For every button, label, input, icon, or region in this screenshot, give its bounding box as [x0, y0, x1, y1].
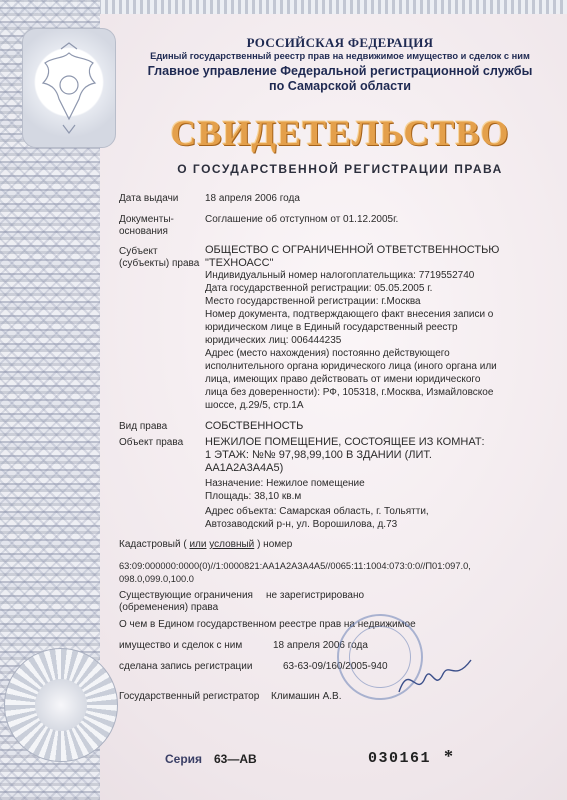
- cadastral-line-1: 098.0,099.0,100.0: [119, 574, 194, 584]
- subject-line-1: "ТЕХНОАСС": [205, 257, 274, 269]
- subject-line-7: юридических лиц: 006444235: [205, 335, 342, 346]
- object-line-2: АА1А2А3А4А5): [205, 462, 284, 474]
- register-line-1: О чем в Едином государственном реестре прав на недвижимое: [119, 619, 416, 630]
- documents-label-2: основания: [119, 226, 168, 237]
- header-authority-line1: Главное управление Федеральной регистрационной службы: [147, 64, 533, 78]
- document-title: СВИДЕТЕЛЬСТВО: [170, 113, 510, 153]
- subject-line-9: исполнительного органа юридического лица (иного органа или: [205, 361, 497, 372]
- cadastral-label: [119, 539, 292, 551]
- coat-of-arms-emblem: [22, 28, 116, 148]
- record-value: 63-63-09/160/2005-940: [283, 661, 388, 672]
- documents-label-1: Документы-: [119, 214, 174, 225]
- subject-line-8: Адрес (место нахождения) постоянно действующего: [205, 348, 450, 359]
- eagle-icon: [23, 29, 115, 147]
- subject-line-6: юридическом лице в Единый государственный реестр: [205, 322, 458, 333]
- cadastral-line-0: 63:09:000000:0000(0)//1:0000821:АА1А2А3А4А5//0065:11:1004:073:0:0//П01:097.0,: [119, 561, 471, 571]
- document-subtitle: О ГОСУДАРСТВЕННОЙ РЕГИСТРАЦИИ ПРАВА: [177, 162, 503, 176]
- header-authority-line2: по Самарской области: [268, 79, 412, 93]
- header-country: РОССИЙСКАЯ ФЕДЕРАЦИЯ: [246, 35, 434, 50]
- series-value: 63—АВ: [214, 752, 257, 766]
- record-label: сделана запись регистрации: [119, 661, 253, 672]
- registrar-value: Климашин А.В.: [271, 691, 342, 702]
- documents-value: Соглашение об отступном от 01.12.2005г.: [205, 214, 399, 225]
- certificate-number: 030161: [368, 750, 432, 767]
- cadastral-label-cond: условный: [209, 539, 255, 550]
- right-type-label: Вид права: [119, 421, 168, 432]
- subject-line-12: шоссе, д.29/5, стр.1А: [205, 400, 304, 411]
- cadastral-label-prefix: Кадастровый (: [119, 539, 187, 550]
- right-type-value: СОБСТВЕННОСТЬ: [205, 420, 304, 432]
- guilloche-rosette: [4, 648, 118, 762]
- subject-label-2: (субъекты) права: [119, 258, 200, 269]
- subject-line-4: Место государственной регистрации: г.Москва: [205, 296, 421, 307]
- series-label: Серия: [165, 752, 203, 766]
- restrictions-label-1: Существующие ограничения: [119, 590, 253, 601]
- restrictions-value: не зарегистрировано: [266, 590, 365, 601]
- subject-line-2: Индивидуальный номер налогоплательщика: 7719552740: [205, 270, 475, 281]
- subject-line-0: ОБЩЕСТВО С ОГРАНИЧЕННОЙ ОТВЕТСТВЕННОСТЬЮ: [205, 244, 500, 256]
- object-address-line-0: Адрес объекта: Самарская область, г. Тольятти,: [205, 506, 429, 517]
- subject-line-10: лица, имеющих право действовать от имени юридического: [205, 374, 481, 385]
- signature: [395, 652, 475, 702]
- register-line-2-label: имущество и сделок с ним: [119, 640, 243, 651]
- object-address-line-1: Автозаводский р-н, ул. Ворошилова, д.73: [205, 519, 398, 530]
- header-registry: Единый государственный реестр прав на недвижимое имущество и сделок с ним: [150, 51, 530, 61]
- subject-line-5: Номер документа, подтверждающего факт внесения записи о: [205, 309, 494, 320]
- object-line-0: НЕЖИЛОЕ ПОМЕЩЕНИЕ, СОСТОЯЩЕЕ ИЗ КОМНАТ:: [205, 436, 485, 448]
- subject-label-1: Субъект: [119, 246, 158, 257]
- object-purpose: Назначение: Нежилое помещение: [205, 478, 365, 489]
- object-label: Объект права: [119, 437, 184, 448]
- object-line-1: 1 ЭТАЖ: №№ 97,98,99,100 В ЗДАНИИ (ЛИТ.: [205, 449, 432, 461]
- cadastral-label-or: или: [189, 539, 207, 550]
- cadastral-label-suffix: ) номер: [257, 539, 293, 550]
- subject-line-3: Дата государственной регистрации: 05.05.2005 г.: [205, 283, 433, 294]
- object-area: Площадь: 38,10 кв.м: [205, 491, 302, 502]
- restrictions-label-2: (обременения) права: [119, 602, 219, 613]
- registrar-label: Государственный регистратор: [119, 691, 260, 702]
- subject-line-11: лица без доверенности): РФ, 105318, г.Москва, Измайловское: [205, 387, 494, 398]
- issue-date-label: Дата выдачи: [119, 193, 179, 204]
- issue-date-value: 18 апреля 2006 года: [205, 193, 300, 204]
- register-line-2-value: 18 апреля 2006 года: [273, 640, 368, 651]
- star-mark: *: [444, 746, 453, 766]
